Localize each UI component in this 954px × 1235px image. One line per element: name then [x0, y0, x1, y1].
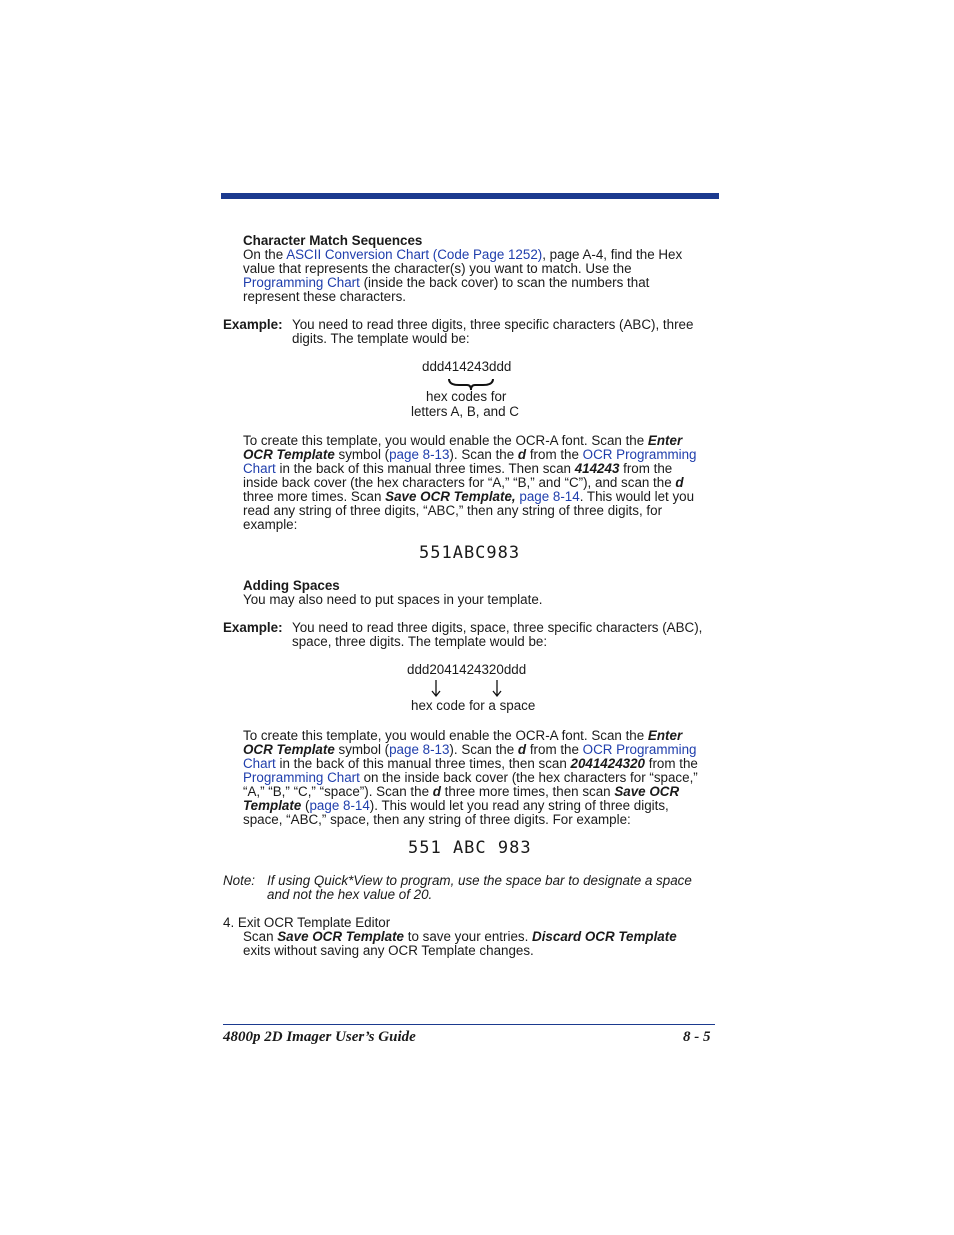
example-text: space, three digits. The template would be: [292, 634, 548, 649]
page-8-13-link[interactable]: page 8-13 [389, 447, 450, 462]
paragraph-line: OCR Template symbol (page 8-13). Scan the d from the OCR Programming [243, 742, 697, 757]
paragraph-line: Chart in the back of this manual three times, then scan 2041424320 from the [243, 756, 698, 771]
paragraph-line: example: [243, 517, 298, 532]
ascii-chart-link[interactable]: ASCII Conversion Chart (Code Page 1252) [286, 247, 543, 262]
note-text: and not the hex value of 20. [267, 887, 433, 902]
example-label: Example: [223, 620, 283, 635]
down-arrow-icon [432, 680, 440, 696]
example-label: Example: [223, 317, 283, 332]
template-string: ddd2041424320ddd [407, 662, 527, 677]
down-arrow-icons [429, 679, 509, 699]
programming-chart-link[interactable]: Programming Chart [243, 275, 360, 290]
paragraph-line: Scan Save OCR Template to save your entries. Discard OCR Template [243, 929, 677, 944]
paragraph-line: read any string of three digits, “ABC,” then any string of three digits, for [243, 503, 663, 518]
example-text: You need to read three digits, three specific characters (ABC), three [292, 317, 694, 332]
header-rule [221, 193, 719, 199]
example-text: digits. The template would be: [292, 331, 470, 346]
ocr-sample: 551ABC983 [419, 543, 521, 563]
step-title: 4. Exit OCR Template Editor [223, 915, 391, 930]
ocr-programming-chart-link[interactable]: Chart [243, 461, 276, 476]
paragraph-line: exits without saving any OCR Template changes. [243, 943, 534, 958]
example-text: You need to read three digits, space, three specific characters (ABC), [292, 620, 703, 635]
page-number: 8 - 5 [683, 1029, 711, 1045]
footer-title: 4800p 2D Imager User’s Guide [223, 1029, 416, 1045]
ocr-programming-chart-link[interactable]: OCR Programming [582, 447, 697, 462]
down-arrow-icon [493, 680, 501, 696]
page-8-14-link[interactable]: page 8-14 [309, 798, 370, 813]
paragraph-line: OCR Template symbol (page 8-13). Scan the d from the OCR Programming [243, 447, 697, 462]
paragraph-line: Template (page 8-14). This would let you read any string of three digits, [243, 798, 669, 813]
ocr-sample: 551 ABC 983 [408, 838, 532, 858]
paragraph-line: space, “ABC,” space, then any string of three digits. For example: [243, 812, 631, 827]
programming-chart-link[interactable]: Programming Chart [243, 770, 360, 785]
ocr-programming-chart-link[interactable]: OCR Programming [582, 742, 697, 757]
paragraph-line: To create this template, you would enable the OCR-A font. Scan the Enter [243, 728, 683, 743]
paragraph-line: To create this template, you would enable the OCR-A font. Scan the Enter [243, 433, 683, 448]
section-heading-character-match: Character Match Sequences [243, 233, 423, 248]
paragraph-line: three more times. Scan Save OCR Template, page 8-14. This would let you [243, 489, 695, 504]
page-8-13-link[interactable]: page 8-13 [389, 742, 450, 757]
paragraph-line: Programming Chart on the inside back cover (the hex characters for “space,” [243, 770, 698, 785]
footer-rule [223, 1024, 715, 1025]
page-8-14-link[interactable]: page 8-14 [519, 489, 580, 504]
template-string: ddd414243ddd [422, 359, 512, 374]
paragraph-line: On the ASCII Conversion Chart (Code Page 1252), page A-4, find the Hex [243, 247, 683, 262]
paragraph-line: Chart in the back of this manual three times. Then scan 414243 from the [243, 461, 673, 476]
ocr-programming-chart-link[interactable]: Chart [243, 756, 276, 771]
paragraph-line: You may also need to put spaces in your template. [243, 592, 543, 607]
note-label: Note: [223, 873, 256, 888]
paragraph-line: value that represents the character(s) you want to match. Use the [243, 261, 632, 276]
note-text: If using Quick*View to program, use the space bar to designate a space [267, 873, 692, 888]
paragraph-line: “A,” “B,” “C,” “space”). Scan the d three more times, then scan Save OCR [243, 784, 680, 799]
paragraph-line: inside back cover (the hex characters for “A,” “B,” and “C”), and scan the d [243, 475, 684, 490]
template-caption: hex code for a space [411, 698, 536, 713]
template-caption: letters A, B, and C [411, 404, 519, 419]
template-caption: hex codes for [426, 389, 507, 404]
paragraph-line: Programming Chart (inside the back cover) to scan the numbers that [243, 275, 650, 290]
section-heading-adding-spaces: Adding Spaces [243, 578, 340, 593]
paragraph-line: represent these characters. [243, 289, 407, 304]
